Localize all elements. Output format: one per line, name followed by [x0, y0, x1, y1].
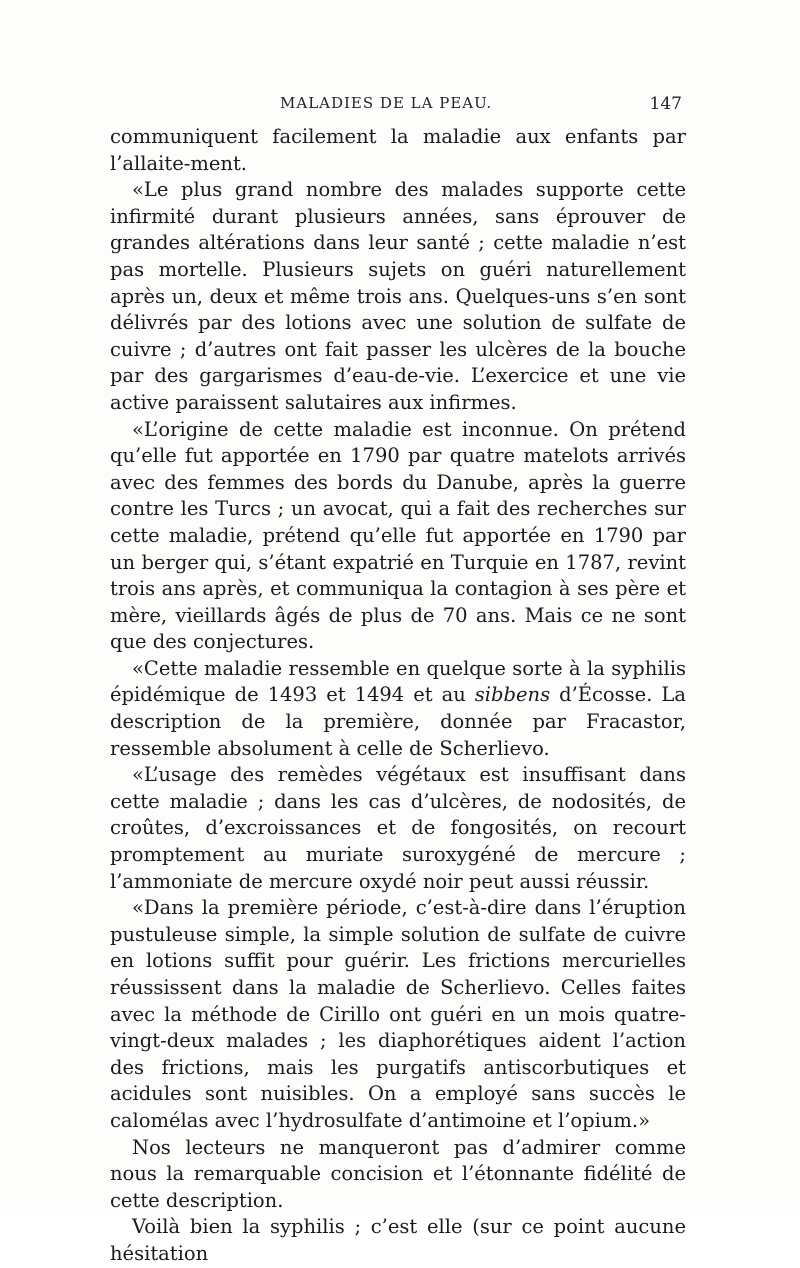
- text-run: Nos lecteurs ne manqueront pas d’admirer comme nous la remarquable concision et l’étonnante fidélité de cette description.: [110, 1135, 686, 1212]
- text-run: «L’usage des remèdes végétaux est insuffisant dans cette maladie ; dans les cas d’ulcères, de nodosités, de croûtes, d’excroissances et de fongosités, on recourt promptement au muriate suroxygéné de mercure ; l’ammoniate de mercure oxydé noir peut aussi réussir.: [110, 763, 686, 893]
- text-run: d’Écosse. La description de la première, donnée par Fracastor, ressemble absolument à celle de Scherlievo.: [110, 683, 686, 760]
- italic-term: sibbens: [474, 683, 551, 707]
- paragraph: [110, 762, 686, 895]
- paragraph: [110, 1135, 686, 1215]
- paragraph: [110, 417, 686, 656]
- text-run: «Dans la première période, c’est-à-dire dans l’éruption pustuleuse simple, la simple solution de sulfate de cuivre en lotions suffit pour guérir. Les frictions mercurielles réussissent dans la maladie de Scherlievo. Celles faites avec la méthode de Cirillo ont guéri en un mois quatre-vingt-deux malades ; les diaphorétiques aident l’action des frictions, mais les purgatifs antiscorbutiques et acidules sont nuisibles. On a employé sans succès le calomélas avec l’hydrosulfate d’antimoine et l’opium.»: [110, 896, 686, 1132]
- text-run: Voilà bien la syphilis ; c’est elle (sur ce point aucune hésitation: [110, 1215, 686, 1265]
- paragraph: [110, 656, 686, 762]
- paragraph: [110, 895, 686, 1134]
- text-run: «Cette maladie ressemble en quelque sorte à la syphilis épidémique de 1493 et 1494 et au: [110, 656, 686, 707]
- text-run: communiquent facilement la maladie aux enfants par l’allaite-ment.: [110, 125, 686, 175]
- page-number: 147: [649, 94, 682, 114]
- text-run: «L’origine de cette maladie est inconnue. On prétend qu’elle fut apportée en 1790 par quatre matelots arrivés avec des femmes des bords du Danube, après la guerre contre les Turcs ; un avocat, qui a fait des recherches sur cette maladie, prétend qu’elle fut apportée en 1790 par un berger qui, s’étant expatrié en Turquie en 1787, revint trois ans après, et communiqua la contagion à ses père et mère, vieillards âgés de plus de 70 ans. Mais ce ne sont que des conjectures.: [110, 417, 686, 654]
- body-text: [110, 124, 686, 1268]
- paragraph: [110, 1214, 686, 1267]
- paragraph-continuation: [110, 124, 686, 177]
- text-run: «Le plus grand nombre des malades supporte cette infirmité durant plusieurs années, sans éprouver de grandes altérations dans leur santé ; cette maladie n’est pas mortelle. Plusieurs sujets on guéri naturellement après un, deux et même trois ans. Quelques-uns s’en sont délivrés par des lotions avec une solution de sulfate de cuivre ; d’autres ont fait passer les ulcères de la bouche par des gargarismes d’eau-de-vie. L’exercice et une vie active paraissent salutaires aux infirmes.: [110, 178, 686, 414]
- page-header: [110, 94, 686, 124]
- paragraph: [110, 177, 686, 416]
- running-head: MALADIES DE LA PEAU.: [280, 94, 493, 112]
